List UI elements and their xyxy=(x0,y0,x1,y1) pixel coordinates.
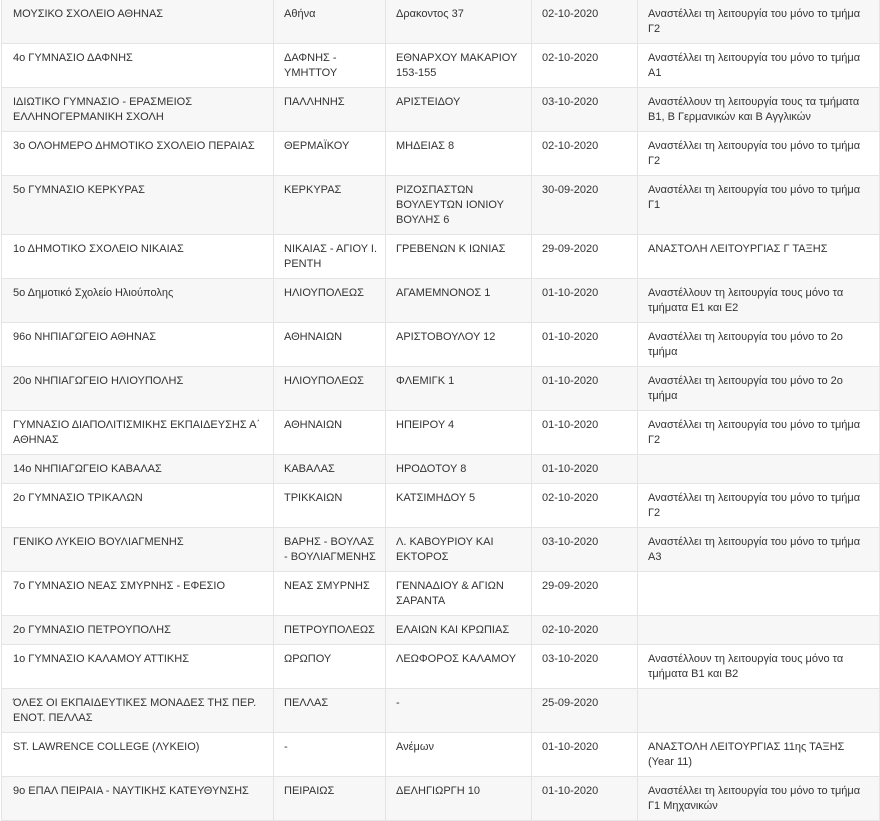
school-name-cell: 14ο ΝΗΠΙΑΓΩΓΕΙΟ ΚΑΒΑΛΑΣ xyxy=(2,455,274,484)
address-cell: ΑΓΑΜΕΜΝΟΝΟΣ 1 xyxy=(386,279,532,323)
area-cell: ΑΘΗΝΑΙΩΝ xyxy=(274,411,386,455)
date-cell: 02-10-2020 xyxy=(532,484,638,528)
table-row xyxy=(2,176,880,235)
area-cell: ΠΑΛΛΗΝΗΣ xyxy=(274,88,386,132)
address-cell: ΗΠΕΙΡΟΥ 4 xyxy=(386,411,532,455)
table-row xyxy=(2,88,880,132)
note-cell xyxy=(638,616,880,645)
school-name-cell: ΓΥΜΝΑΣΙΟ ΔΙΑΠΟΛΙΤΙΣΜΙΚΗΣ ΕΚΠΑΙΔΕΥΣΗΣ Α΄ ΑΘΗΝΑΣ xyxy=(2,411,274,455)
area-cell: ΑΘΗΝΑΙΩΝ xyxy=(274,323,386,367)
address-cell: - xyxy=(386,689,532,733)
note-cell xyxy=(638,572,880,616)
school-name-cell: 2ο ΓΥΜΝΑΣΙΟ ΤΡΙΚΑΛΩΝ xyxy=(2,484,274,528)
note-cell: Αναστέλλουν τη λειτουργία τους τα τμήματα Β1, Β Γερμανικών και Β Αγγλικών xyxy=(638,88,880,132)
date-cell: 03-10-2020 xyxy=(532,528,638,572)
school-name-cell: ΙΔΙΩΤΙΚΟ ΓΥΜΝΑΣΙΟ - ΕΡΑΣΜΕΙΟΣ ΕΛΛΗΝΟΓΕΡΜΑΝΙΚΗ ΣΧΟΛΗ xyxy=(2,88,274,132)
table-row xyxy=(2,367,880,411)
school-name-cell: 2ο ΓΥΜΝΑΣΙΟ ΠΕΤΡΟΥΠΟΛΗΣ xyxy=(2,616,274,645)
address-cell: ΕΛΑΙΩΝ ΚΑΙ ΚΡΩΠΙΑΣ xyxy=(386,616,532,645)
address-cell: ΔΕΛΗΓΙΩΡΓΗ 10 xyxy=(386,777,532,821)
table-row xyxy=(2,44,880,88)
address-cell: ΓΡΕΒΕΝΩΝ Κ ΙΩΝΙΑΣ xyxy=(386,235,532,279)
note-cell xyxy=(638,455,880,484)
address-cell: ΚΑΤΣΙΜΗΔΟΥ 5 xyxy=(386,484,532,528)
area-cell: ΝΕΑΣ ΣΜΥΡΝΗΣ xyxy=(274,572,386,616)
note-cell: Αναστέλλει τη λειτουργία του μόνο το τμήμα Γ1 xyxy=(638,176,880,235)
school-closures-table xyxy=(1,0,880,821)
date-cell: 29-09-2020 xyxy=(532,572,638,616)
area-cell: ΤΡΙΚΚΑΙΩΝ xyxy=(274,484,386,528)
school-name-cell: 7ο ΓΥΜΝΑΣΙΟ ΝΕΑΣ ΣΜΥΡΝΗΣ - ΕΦΕΣΙΟ xyxy=(2,572,274,616)
table-body xyxy=(2,0,880,821)
table-row xyxy=(2,411,880,455)
date-cell: 01-10-2020 xyxy=(532,455,638,484)
date-cell: 02-10-2020 xyxy=(532,0,638,44)
table-row xyxy=(2,733,880,777)
date-cell: 03-10-2020 xyxy=(532,88,638,132)
date-cell: 02-10-2020 xyxy=(532,44,638,88)
date-cell: 29-09-2020 xyxy=(532,235,638,279)
school-name-cell: ΜΟΥΣΙΚΟ ΣΧΟΛΕΙΟ ΑΘΗΝΑΣ xyxy=(2,0,274,44)
address-cell: ΦΛΕΜΙΓΚ 1 xyxy=(386,367,532,411)
address-cell: Ανέμων xyxy=(386,733,532,777)
note-cell: Αναστέλλει τη λειτουργία του μόνο το 2ο τμήμα xyxy=(638,323,880,367)
area-cell: Αθήνα xyxy=(274,0,386,44)
address-cell: ΑΡΙΣΤΟΒΟΥΛΟΥ 12 xyxy=(386,323,532,367)
note-cell: Αναστέλλει τη λειτουργία του μόνο το τμήμα Α3 xyxy=(638,528,880,572)
area-cell: ΗΛΙΟΥΠΟΛΕΩΣ xyxy=(274,367,386,411)
table-row xyxy=(2,484,880,528)
note-cell: ΑΝΑΣΤΟΛΗ ΛΕΙΤΟΥΡΓΙΑΣ Γ ΤΑΞΗΣ xyxy=(638,235,880,279)
area-cell: ΠΕΛΛΑΣ xyxy=(274,689,386,733)
school-name-cell: 1ο ΔΗΜΟΤΙΚΟ ΣΧΟΛΕΙΟ ΝΙΚΑΙΑΣ xyxy=(2,235,274,279)
date-cell: 02-10-2020 xyxy=(532,616,638,645)
table-row xyxy=(2,323,880,367)
school-name-cell: ΌΛΕΣ ΟΙ ΕΚΠΑΙΔΕΥΤΙΚΕΣ ΜΟΝΑΔΕΣ ΤΗΣ ΠΕΡ. ΕΝΟΤ. ΠΕΛΛΑΣ xyxy=(2,689,274,733)
address-cell: ΗΡΟΔΟΤΟΥ 8 xyxy=(386,455,532,484)
note-cell: Αναστέλλει τη λειτουργία του μόνο το τμήμα Γ2 xyxy=(638,132,880,176)
school-name-cell: 4ο ΓΥΜΝΑΣΙΟ ΔΑΦΝΗΣ xyxy=(2,44,274,88)
note-cell xyxy=(638,689,880,733)
table-row xyxy=(2,645,880,689)
note-cell: Αναστέλλει τη λειτουργία του μόνο το τμήμα Γ2 xyxy=(638,0,880,44)
school-name-cell: 5ο Δημοτικό Σχολείο Ηλιούπολης xyxy=(2,279,274,323)
date-cell: 25-09-2020 xyxy=(532,689,638,733)
date-cell: 01-10-2020 xyxy=(532,323,638,367)
school-name-cell: 1ο ΓΥΜΝΑΣΙΟ ΚΑΛΑΜΟΥ ΑΤΤΙΚΗΣ xyxy=(2,645,274,689)
date-cell: 02-10-2020 xyxy=(532,132,638,176)
date-cell: 03-10-2020 xyxy=(532,645,638,689)
address-cell: ΡΙΖΟΣΠΑΣΤΩΝ ΒΟΥΛΕΥΤΩΝ ΙΟΝΙΟΥ ΒΟΥΛΗΣ 6 xyxy=(386,176,532,235)
date-cell: 01-10-2020 xyxy=(532,733,638,777)
school-name-cell: 3ο ΟΛΟΗΜΕΡΟ ΔΗΜΟΤΙΚΟ ΣΧΟΛΕΙΟ ΠΕΡΑΙΑΣ xyxy=(2,132,274,176)
note-cell: Αναστέλλει τη λειτουργία του μόνο το τμήμα Γ1 Μηχανικών xyxy=(638,777,880,821)
table-row xyxy=(2,0,880,44)
note-cell: Αναστέλλουν τη λειτουργία τους μόνο τα τμήματα Β1 και Β2 xyxy=(638,645,880,689)
address-cell: ΛΕΩΦΟΡΟΣ ΚΑΛΑΜΟΥ xyxy=(386,645,532,689)
date-cell: 01-10-2020 xyxy=(532,279,638,323)
area-cell: ΚΑΒΑΛΑΣ xyxy=(274,455,386,484)
school-name-cell: ST. LAWRENCE COLLEGE (ΛΥΚΕΙΟ) xyxy=(2,733,274,777)
note-cell: Αναστέλλει τη λειτουργία του μόνο το τμήμα Α1 xyxy=(638,44,880,88)
table-row xyxy=(2,279,880,323)
school-name-cell: ΓΕΝΙΚΟ ΛΥΚΕΙΟ ΒΟΥΛΙΑΓΜΕΝΗΣ xyxy=(2,528,274,572)
area-cell: ΠΕΤΡΟΥΠΟΛΕΩΣ xyxy=(274,616,386,645)
area-cell: ΠΕΙΡΑΙΩΣ xyxy=(274,777,386,821)
table-row xyxy=(2,455,880,484)
table-row xyxy=(2,777,880,821)
area-cell: ΔΑΦΝΗΣ - ΥΜΗΤΤΟΥ xyxy=(274,44,386,88)
school-name-cell: 96ο ΝΗΠΙΑΓΩΓΕΙΟ ΑΘΗΝΑΣ xyxy=(2,323,274,367)
area-cell: ΘΕΡΜΑΪΚΟΥ xyxy=(274,132,386,176)
area-cell: ΒΑΡΗΣ - ΒΟΥΛΑΣ - ΒΟΥΛΙΑΓΜΕΝΗΣ xyxy=(274,528,386,572)
school-name-cell: 20ο ΝΗΠΙΑΓΩΓΕΙΟ ΗΛΙΟΥΠΟΛΗΣ xyxy=(2,367,274,411)
note-cell: Αναστέλλει τη λειτουργία του μόνο το 2ο τμήμα xyxy=(638,367,880,411)
note-cell: Αναστέλλει τη λειτουργία του μόνο το τμήμα Γ2 xyxy=(638,484,880,528)
table-row xyxy=(2,689,880,733)
date-cell: 01-10-2020 xyxy=(532,411,638,455)
area-cell: ΗΛΙΟΥΠΟΛΕΩΣ xyxy=(274,279,386,323)
address-cell: ΜΗΔΕΙΑΣ 8 xyxy=(386,132,532,176)
date-cell: 01-10-2020 xyxy=(532,367,638,411)
address-cell: Δρακοντος 37 xyxy=(386,0,532,44)
table-row xyxy=(2,235,880,279)
address-cell: ΕΘΝΑΡΧΟΥ ΜΑΚΑΡΙΟΥ 153-155 xyxy=(386,44,532,88)
date-cell: 01-10-2020 xyxy=(532,777,638,821)
area-cell: - xyxy=(274,733,386,777)
school-name-cell: 9ο ΕΠΑΛ ΠΕΙΡΑΙΑ - ΝΑΥΤΙΚΗΣ ΚΑΤΕΥΘΥΝΣΗΣ xyxy=(2,777,274,821)
table-row xyxy=(2,616,880,645)
school-name-cell: 5ο ΓΥΜΝΑΣΙΟ ΚΕΡΚΥΡΑΣ xyxy=(2,176,274,235)
table-row xyxy=(2,572,880,616)
area-cell: ΝΙΚΑΙΑΣ - ΑΓΙΟΥ Ι. ΡΕΝΤΗ xyxy=(274,235,386,279)
note-cell: ΑΝΑΣΤΟΛΗ ΛΕΙΤΟΥΡΓΙΑΣ 11ης ΤΑΞΗΣ (Year 11) xyxy=(638,733,880,777)
table-row xyxy=(2,528,880,572)
note-cell: Αναστέλλουν τη λειτουργία τους μόνο τα τμήματα Ε1 και Ε2 xyxy=(638,279,880,323)
note-cell: Αναστέλλει τη λειτουργία του μόνο το τμήμα Γ2 xyxy=(638,411,880,455)
address-cell: Λ. ΚΑΒΟΥΡΙΟΥ ΚΑΙ ΕΚΤΟΡΟΣ xyxy=(386,528,532,572)
address-cell: ΓΕΝΝΑΔΙΟΥ & ΑΓΙΩΝ ΣΑΡΑΝΤΑ xyxy=(386,572,532,616)
date-cell: 30-09-2020 xyxy=(532,176,638,235)
area-cell: ΩΡΩΠΟΥ xyxy=(274,645,386,689)
table-row xyxy=(2,132,880,176)
address-cell: ΑΡΙΣΤΕΙΔΟΥ xyxy=(386,88,532,132)
area-cell: ΚΕΡΚΥΡΑΣ xyxy=(274,176,386,235)
